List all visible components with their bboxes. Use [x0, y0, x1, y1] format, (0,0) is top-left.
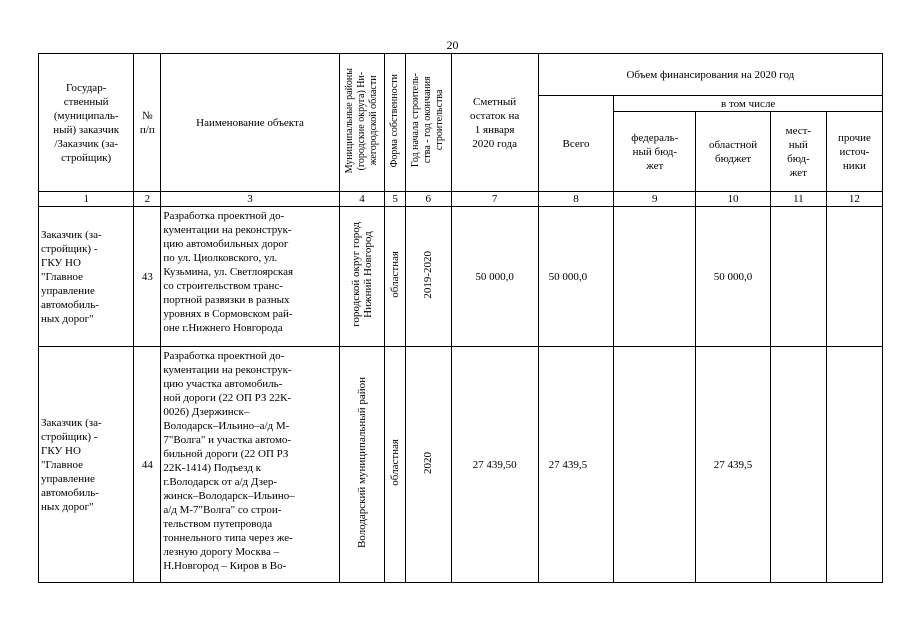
- row-federal: [614, 347, 696, 583]
- header-years: Год начала строитель- ства - год окончания строительства: [410, 73, 446, 168]
- column-number: 2: [134, 192, 161, 207]
- row-number: 44: [134, 347, 161, 583]
- row-ownership-cell: [385, 347, 406, 583]
- table-row: [39, 347, 883, 583]
- row-customer: Заказчик (за- стройщик) - ГКУ НО "Главное управление автомобиль- ных дорог": [39, 207, 134, 347]
- header-other: прочие источ- ники: [826, 112, 882, 192]
- row-municipality: городской округ город Нижний Новгород: [349, 222, 374, 327]
- table-row: [39, 207, 883, 347]
- column-number: 7: [451, 192, 538, 207]
- header-ownership: Форма собственности: [389, 73, 401, 168]
- funding-table: [38, 53, 883, 583]
- column-number: 4: [339, 192, 385, 207]
- column-number: 11: [770, 192, 826, 207]
- row-local: [770, 207, 826, 347]
- column-number-row: [39, 192, 883, 207]
- header-object-name: Наименование объекта: [161, 54, 339, 192]
- row-object-name: Разработка проектной до- кументации на реконструк- цию участка автомобиль- ной дороги (22 ОП РЗ 22К- 0026) Дзержинск– Володарск–Ильино–а/д М- 7"Волга" и участка автомо- бильной дороги (22 ОП РЗ 22К-1414) Подъезд к г.Володарск от а/д Дзер- жинск–Володарск–Ильино– а/д М-7"Волга" со строи- тельством путепровода тоннельного типа через же- лезную дорогу Москва – Н.Новгород – Киров в Во-: [161, 347, 339, 583]
- row-ownership: областная: [389, 251, 402, 298]
- row-other: [826, 347, 882, 583]
- row-number: 43: [134, 207, 161, 347]
- header-total: Всего: [538, 96, 614, 192]
- row-total: 27 439,5: [538, 347, 614, 583]
- column-number: 10: [696, 192, 771, 207]
- column-number: 5: [385, 192, 406, 207]
- row-municipality-cell: [339, 207, 385, 347]
- column-number: 1: [39, 192, 134, 207]
- header-municipality-cell: [339, 54, 385, 192]
- row-estimated-balance: 50 000,0: [451, 207, 538, 347]
- row-regional: 27 439,5: [696, 347, 771, 583]
- row-municipality-cell: [339, 347, 385, 583]
- header-number: № п/п: [134, 54, 161, 192]
- row-years: 2019-2020: [422, 250, 435, 299]
- row-customer: Заказчик (за- стройщик) - ГКУ НО "Главное управление автомобиль- ных дорог": [39, 347, 134, 583]
- header-ownership-cell: [385, 54, 406, 192]
- row-local: [770, 347, 826, 583]
- header-local: мест- ный бюд- жет: [770, 112, 826, 192]
- header-estimated-balance: Сметный остаток на 1 января 2020 года: [451, 54, 538, 192]
- column-number: 8: [538, 192, 614, 207]
- row-regional: 50 000,0: [696, 207, 771, 347]
- header-years-cell: [405, 54, 451, 192]
- column-number: 12: [826, 192, 882, 207]
- row-years-cell: [405, 347, 451, 583]
- row-municipality: Володарский муниципальный район: [355, 376, 368, 549]
- page-number: 20: [446, 38, 459, 52]
- row-ownership-cell: [385, 207, 406, 347]
- column-number: 9: [614, 192, 696, 207]
- row-years-cell: [405, 207, 451, 347]
- header-including: в том числе: [614, 96, 883, 112]
- row-ownership: областная: [389, 439, 402, 486]
- header-municipality: Муниципальные районы (городские округа) Ни- жегородской области: [343, 67, 379, 174]
- column-number: 6: [405, 192, 451, 207]
- header-federal: федераль- ный бюд- жет: [614, 112, 696, 192]
- header-customer: Государ- ственный (муниципаль- ный) заказчик /Заказчик (за- стройщик): [39, 54, 134, 192]
- row-estimated-balance: 27 439,50: [451, 347, 538, 583]
- row-object-name: Разработка проектной до- кументации на реконструк- цию автомобильных дорог по ул. Циолковского, ул. Кузьмина, ул. Светлоярская со строительством транс- портной развязки в разных уровнях в Сормовском рай- оне г.Нижнего Новгорода: [161, 207, 339, 347]
- header-regional: областной бюджет: [696, 112, 771, 192]
- row-total: 50 000,0: [538, 207, 614, 347]
- row-federal: [614, 207, 696, 347]
- row-other: [826, 207, 882, 347]
- header-funding-volume: Объем финансирования на 2020 год: [538, 54, 882, 96]
- column-number: 3: [161, 192, 339, 207]
- row-years: 2020: [422, 451, 435, 474]
